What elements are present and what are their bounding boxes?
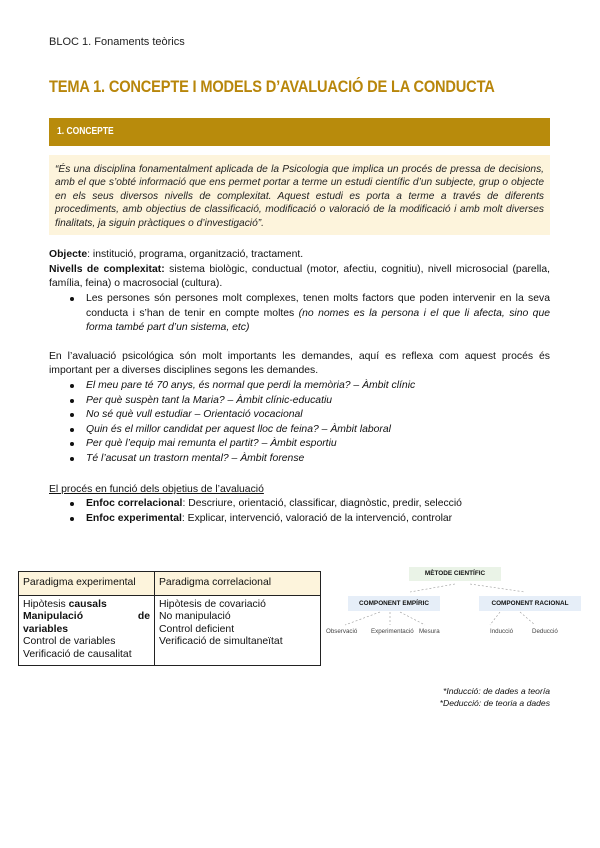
list-item: No sé què vull estudiar – Orientació vocacional	[49, 408, 550, 423]
diagram-item: Observació	[326, 628, 358, 635]
table-header-row	[19, 572, 321, 596]
proces-heading: El procés en funció dels objetius de l’avaluació	[49, 484, 264, 495]
footnote: *Inducció: de dades a teoría	[442, 686, 550, 696]
list-item: Per què suspèn tant la Maria? – Àmbit clínic-educatiu	[49, 394, 550, 409]
nivells-paragraph	[49, 263, 550, 291]
persones-list	[49, 292, 550, 336]
list-item: Quin és el millor candidat per aquest lloc de feina? – Àmbit laboral	[49, 423, 550, 438]
table-header: Paradigma correlacional	[155, 572, 321, 596]
nivells-label: Nivells de complexitat:	[49, 264, 165, 275]
diagram-item: Deducció	[532, 628, 558, 635]
objecte-label: Objecte	[49, 249, 88, 260]
enfoc-list	[49, 497, 550, 526]
table-cell-correlacional: Hipòtesis de covariació No manipulació Control deficient Verificació de simultaneïtat	[155, 595, 321, 665]
demandes-list	[49, 379, 550, 467]
diagram-item: Mesura	[419, 628, 440, 635]
list-item: Enfoc correlacional: Descriure, orientació, classificar, diagnòstic, predir, selecció	[49, 497, 550, 512]
section-title: 1. CONCEPTE	[57, 126, 114, 137]
diagram-top-node: MÈTODE CIENTÍFIC	[409, 567, 501, 581]
diagram-racional-node: COMPONENT RACIONAL	[479, 596, 581, 611]
table-row	[19, 595, 321, 665]
list-item: Per què l’equip mai remunta el partit? – Àmbit esportiu	[49, 437, 550, 452]
diagram-item: Experimentació	[371, 628, 414, 635]
diagram-item: Inducció	[490, 628, 514, 635]
table-cell-experimental: Hipòtesis causals Manipulació de variables Control de variables Verificació de causalitat	[19, 595, 155, 665]
table-header: Paradigma experimental	[19, 572, 155, 596]
diagram-empiric-node: COMPONENT EMPÍRIC	[348, 596, 440, 611]
objecte-paragraph	[49, 248, 550, 262]
definition-quote: “És una disciplina fonamentalment aplicada de la Psicologia que implica un procés de pressa de decisions, amb el que s’obté informació que ens permet portar a terme un estudi científic d’un subjecte, grup o objecte en els seus diversos nivells de complexitat. Aquest estudi es porta a terme a través de diferents procediments, amb objectius de classificació, modificació o valoració de la modificació i amb molt diverses finalitats, ja siguin pràctiques o d’investigació”.	[55, 164, 544, 229]
page-title: TEMA 1. CONCEPTE I MODELS D’AVALUACIÓ DE LA CONDUCTA	[49, 77, 495, 96]
section-bar	[49, 118, 550, 146]
objecte-text: : institució, programa, organització, tractament.	[87, 249, 304, 260]
page-header: BLOC 1. Fonaments teòrics	[49, 36, 185, 48]
list-item: Les persones són persones molt complexes, tenen molts factors que poden intervenir en la seva conducta i s’han de tenir en compte moltes (no nomes es la persona i el que li afecta, sino que forma també part d’un sistema, etc)	[49, 292, 550, 336]
list-item: El meu pare té 70 anys, és normal que perdi la memòria? – Àmbit clínic	[49, 379, 550, 394]
nivells-text: sistema biològic, conductual (motor, afectiu, cognitiu), nivell microsocial (parella, família, feina) o macrosocial (cultura).	[49, 264, 550, 289]
definition-quote-box	[49, 155, 550, 235]
paradigm-table	[18, 571, 321, 666]
list-item: Té l’acusat un trastorn mental? – Àmbit forense	[49, 452, 550, 467]
list-item: Enfoc experimental: Explicar, intervenció, valoració de la intervenció, controlar	[49, 512, 550, 527]
footnote: *Deducció: de teoria a dades	[439, 698, 550, 708]
demandes-intro: En l’avaluació psicológica són molt importants les demandes, aquí es reflexa com aquest procés és important per a diverses disciplines segons les demandes.	[49, 351, 550, 376]
